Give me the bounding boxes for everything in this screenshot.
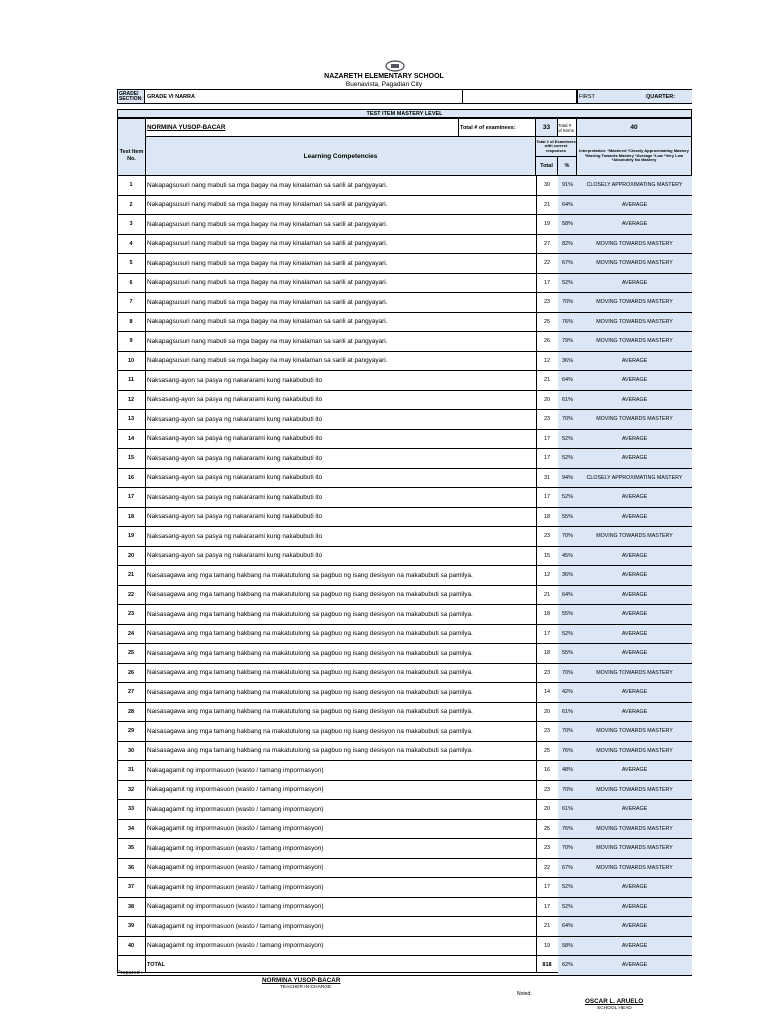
correct-total: 26 xyxy=(543,338,551,345)
correct-total: 27 xyxy=(543,240,551,247)
correct-total: 12 xyxy=(543,357,551,364)
interpretation: MOVING TOWARDS MASTERY xyxy=(577,332,692,351)
table-row xyxy=(117,235,692,255)
item-number: 35 xyxy=(127,845,135,852)
correct-percent: 52% xyxy=(558,430,577,449)
competency-text: Nakagagamit ng impormasuon (wasto / tamang impormasyon) xyxy=(147,864,324,872)
correct-total: 18 xyxy=(543,513,551,520)
table-row xyxy=(117,527,692,547)
interpretation: MOVING TOWARDS MASTERY xyxy=(577,742,692,761)
school-logo xyxy=(385,60,405,72)
grid-line xyxy=(576,118,577,176)
interpretation: AVERAGE xyxy=(577,508,692,527)
info-spacer xyxy=(462,90,577,103)
correct-percent: 61% xyxy=(558,391,577,410)
item-number: 22 xyxy=(127,591,135,598)
table-row xyxy=(117,508,692,528)
interpretation: AVERAGE xyxy=(577,703,692,722)
correct-total: 16 xyxy=(543,767,551,774)
item-number: 19 xyxy=(127,533,135,540)
correct-percent: 76% xyxy=(558,313,577,332)
interpretation: AVERAGE xyxy=(577,449,692,468)
correct-total: 818 xyxy=(542,962,552,969)
item-number: 21 xyxy=(127,572,135,579)
table-row xyxy=(117,586,692,606)
competency-text: Nakapagsusuri nang mabuti sa mga bagay na may kinalaman sa sarili at pangyayari. xyxy=(147,318,388,326)
competency-text: Naisasagawa ang mga tamang hakbang na makatutulong sa pagbuo ng isang desisyon na makabubuti sa pamilya. xyxy=(147,747,473,755)
correct-total: 19 xyxy=(543,942,551,949)
interpretation: MOVING TOWARDS MASTERY xyxy=(577,254,692,273)
table-row xyxy=(117,176,692,196)
item-number: 27 xyxy=(127,689,135,696)
correct-percent: 64% xyxy=(558,917,577,936)
table-row xyxy=(117,820,692,840)
item-number: 1 xyxy=(129,182,133,189)
correct-total: 18 xyxy=(543,611,551,618)
grid-line xyxy=(536,156,576,157)
correct-percent: 67% xyxy=(558,254,577,273)
correct-total: 21 xyxy=(543,377,551,384)
interpretation: AVERAGE xyxy=(577,878,692,897)
correct-percent: 58% xyxy=(558,937,577,956)
competency-text: Naksasang-ayon sa pasya ng nakararami kung nakabubuti ito xyxy=(147,493,323,501)
correct-percent: 76% xyxy=(558,820,577,839)
interpretation: MOVING TOWARDS MASTERY xyxy=(577,781,692,800)
table-row xyxy=(117,800,692,820)
item-number: 36 xyxy=(127,864,135,871)
table-row xyxy=(117,430,692,450)
table-row xyxy=(117,313,692,333)
interpretation: MOVING TOWARDS MASTERY xyxy=(577,293,692,312)
item-number: 4 xyxy=(129,240,133,247)
competency-text: Naksasang-ayon sa pasya ng nakararami kung nakabubuti ito xyxy=(147,552,323,560)
correct-percent: 52% xyxy=(558,274,577,293)
correct-total: 15 xyxy=(543,552,551,559)
table-row xyxy=(117,742,692,762)
noted-label: Noted: xyxy=(517,991,532,997)
correct-percent: 55% xyxy=(558,508,577,527)
table-row xyxy=(117,488,692,508)
correct-percent: 58% xyxy=(558,215,577,234)
table-row xyxy=(117,449,692,469)
correct-percent: 48% xyxy=(558,761,577,780)
competency-text: Nakagagamit ng impormasuon (wasto / tamang impormasyon) xyxy=(147,844,324,852)
competency-text: Nakagagamit ng impormasuon (wasto / tamang impormasyon) xyxy=(147,883,324,891)
interpretation: CLOSELY APPROXIMATING MASTERY xyxy=(577,176,692,195)
correct-total: 23 xyxy=(543,533,551,540)
correct-total: 25 xyxy=(543,318,551,325)
table-row xyxy=(117,937,692,957)
table-row xyxy=(117,254,692,274)
item-number: 31 xyxy=(127,767,135,774)
competency-text: Naksasang-ayon sa pasya ng nakararami kung nakabubuti ito xyxy=(147,396,323,404)
item-number: 5 xyxy=(129,260,133,267)
teacher-name: NORMINA YUSOP-BACAR xyxy=(147,124,226,131)
correct-total: 21 xyxy=(543,591,551,598)
interpretation: AVERAGE xyxy=(577,917,692,936)
correct-percent: 70% xyxy=(558,722,577,741)
competency-text: Nakagagamit ng impormasuon (wasto / tamang impormasyon) xyxy=(147,766,324,774)
competency-text: Naisasagawa ang mga tamang hakbang na makatutulong sa pagbuo ng isang desisyon na makabubuti sa pamilya. xyxy=(147,669,473,677)
item-number: 2 xyxy=(129,201,133,208)
school-name: NAZARETH ELEMENTARY SCHOOL xyxy=(324,73,444,80)
interpretation: AVERAGE xyxy=(577,644,692,663)
correct-percent: 45% xyxy=(558,547,577,566)
quarter-value: FIRST xyxy=(576,90,691,103)
interpretation: AVERAGE xyxy=(577,371,692,390)
competency-text: Naisasagawa ang mga tamang hakbang na makatutulong sa pagbuo ng isang desisyon na makabubuti sa pamilya. xyxy=(147,649,473,657)
correct-total: 17 xyxy=(543,279,551,286)
table-row xyxy=(117,410,692,430)
competency-text: Nakapagsusuri nang mabuti sa mga bagay na may kinalaman sa sarili at pangyayari. xyxy=(147,181,388,189)
competency-text: Naisasagawa ang mga tamang hakbang na makatutulong sa pagbuo ng isang desisyon na makabubuti sa pamilya. xyxy=(147,708,473,716)
table-row xyxy=(117,664,692,684)
competency-text: Naksasang-ayon sa pasya ng nakararami kung nakabubuti ito xyxy=(147,513,323,521)
item-number: 6 xyxy=(129,279,133,286)
table-row xyxy=(117,391,692,411)
table-row xyxy=(117,761,692,781)
item-number: 38 xyxy=(127,903,135,910)
correct-percent: 76% xyxy=(558,742,577,761)
competency-text: Nakagagamit ng impormasuon (wasto / tamang impormasyon) xyxy=(147,903,324,911)
interpretation: CLOSELY APPROXIMATING MASTERY xyxy=(577,469,692,488)
correct-total: 31 xyxy=(543,474,551,481)
table-row xyxy=(117,644,692,664)
correct-percent: 52% xyxy=(558,878,577,897)
correct-total: 17 xyxy=(543,435,551,442)
interpretation: AVERAGE xyxy=(577,937,692,956)
correct-percent: 70% xyxy=(558,839,577,858)
table-row xyxy=(117,274,692,294)
grade-label: GRADE/ SECTION: xyxy=(118,90,145,103)
correct-total: 25 xyxy=(543,825,551,832)
competency-text: Naisasagawa ang mga tamang hakbang na makatutulong sa pagbuo ng isang desisyon na makabubuti sa pamilya. xyxy=(147,727,473,735)
correct-total: 20 xyxy=(543,708,551,715)
table-row xyxy=(117,683,692,703)
item-number: 39 xyxy=(127,923,135,930)
item-number: 3 xyxy=(129,221,133,228)
item-number: 40 xyxy=(127,942,135,949)
competency-text: Nakapagsusuri nang mabuti sa mga bagay na may kinalaman sa sarili at pangyayari. xyxy=(147,298,388,306)
grid-line xyxy=(458,118,459,136)
item-number: 23 xyxy=(127,611,135,618)
correct-percent: 64% xyxy=(558,371,577,390)
interpretation: MOVING TOWARDS MASTERY xyxy=(577,820,692,839)
competency-text: Nakapagsusuri nang mabuti sa mga bagay na may kinalaman sa sarili at pangyayari. xyxy=(147,337,388,345)
school-address: Buenavista, Pagadian City xyxy=(345,81,423,88)
competency-text: Naksasang-ayon sa pasya ng nakararami kung nakabubuti ito xyxy=(147,454,323,462)
correct-total: 17 xyxy=(543,884,551,891)
col-total: Total xyxy=(536,157,557,175)
correct-percent: 70% xyxy=(558,410,577,429)
correct-total: 23 xyxy=(543,786,551,793)
competency-text: Naksasang-ayon sa pasya ng nakararami kung nakabubuti ito xyxy=(147,376,323,384)
table-row xyxy=(117,703,692,723)
table-row xyxy=(117,215,692,235)
grid-line xyxy=(557,156,558,176)
correct-percent: 62% xyxy=(558,956,577,975)
item-number: 34 xyxy=(127,825,135,832)
competency-text: Naksasang-ayon sa pasya ng nakararami kung nakabubuti ito xyxy=(147,435,323,443)
col-pct: % xyxy=(558,157,576,175)
total-label: TOTAL xyxy=(147,962,165,969)
correct-percent: 79% xyxy=(558,332,577,351)
item-number: 13 xyxy=(127,416,135,423)
item-number: 33 xyxy=(127,806,135,813)
interpretation: MOVING TOWARDS MASTERY xyxy=(577,313,692,332)
correct-total: 17 xyxy=(543,903,551,910)
correct-total: 22 xyxy=(543,260,551,267)
correct-percent: 52% xyxy=(558,898,577,917)
correct-percent: 64% xyxy=(558,196,577,215)
interpretation: AVERAGE xyxy=(577,391,692,410)
interpretation: AVERAGE xyxy=(577,566,692,585)
correct-total: 22 xyxy=(543,864,551,871)
correct-total: 18 xyxy=(543,650,551,657)
interpretation: AVERAGE xyxy=(577,274,692,293)
competency-text: Nakagagamit ng impormasuon (wasto / tamang impormasyon) xyxy=(147,786,324,794)
interpretation: AVERAGE xyxy=(577,761,692,780)
item-number: 10 xyxy=(127,357,135,364)
col-competencies: Learning Competencies xyxy=(146,137,535,175)
prepared-label: Prepared : xyxy=(117,970,143,976)
prepared-name: NORMINA YUSOP-BACAR xyxy=(262,977,341,984)
competency-text: Nakagagamit ng impormasuon (wasto / tamang impormasyon) xyxy=(147,805,324,813)
correct-percent: 61% xyxy=(558,703,577,722)
interpretation: MOVING TOWARDS MASTERY xyxy=(577,722,692,741)
correct-percent: 70% xyxy=(558,527,577,546)
correct-percent: 52% xyxy=(558,449,577,468)
interpretation: AVERAGE xyxy=(577,625,692,644)
correct-total: 17 xyxy=(543,494,551,501)
examinees-value: 33 xyxy=(536,119,557,136)
grid-line xyxy=(145,118,146,176)
table-row xyxy=(117,352,692,372)
interpretation: AVERAGE xyxy=(577,547,692,566)
competency-text: Nakapagsusuri nang mabuti sa mga bagay na may kinalaman sa sarili at pangyayari. xyxy=(147,220,388,228)
table-row xyxy=(117,196,692,216)
table-row xyxy=(117,332,692,352)
correct-total: 17 xyxy=(543,630,551,637)
item-number: 15 xyxy=(127,455,135,462)
prepared-title: TEACHER IN-CHARGE xyxy=(280,985,332,990)
quarter-label: QUARTER: xyxy=(577,90,692,103)
item-number: 37 xyxy=(127,884,135,891)
correct-total: 23 xyxy=(543,416,551,423)
interpretation: MOVING TOWARDS MASTERY xyxy=(577,235,692,254)
item-number: 18 xyxy=(127,513,135,520)
interpretation: AVERAGE xyxy=(577,352,692,371)
item-number: 9 xyxy=(129,338,133,345)
competency-text: Nakagagamit ng impormasuon (wasto / tamang impormasyon) xyxy=(147,942,324,950)
competency-text: Nakagagamit ng impormasuon (wasto / tamang impormasyon) xyxy=(147,825,324,833)
interpretation: AVERAGE xyxy=(577,800,692,819)
correct-percent: 52% xyxy=(558,488,577,507)
table-row xyxy=(117,898,692,918)
correct-percent: 82% xyxy=(558,235,577,254)
table-row xyxy=(117,547,692,567)
correct-percent: 70% xyxy=(558,781,577,800)
grade-value: GRADE VI NARRA xyxy=(147,93,195,100)
grid-line xyxy=(145,136,692,137)
correct-total: 19 xyxy=(543,221,551,228)
item-number: 14 xyxy=(127,435,135,442)
table-row xyxy=(117,917,692,937)
correct-total: 20 xyxy=(543,806,551,813)
item-number: 29 xyxy=(127,728,135,735)
item-number: 26 xyxy=(127,669,135,676)
correct-total: 23 xyxy=(543,845,551,852)
competency-text: Naisasagawa ang mga tamang hakbang na makatutulong sa pagbuo ng isang desisyon na makabubuti sa pamilya. xyxy=(147,571,473,579)
item-number: 7 xyxy=(129,299,133,306)
correct-percent: 36% xyxy=(558,566,577,585)
correct-percent: 55% xyxy=(558,644,577,663)
correct-percent: 52% xyxy=(558,625,577,644)
col-item-no: Test Item No. xyxy=(118,137,145,175)
item-number: 8 xyxy=(129,318,133,325)
noted-title: SCHOOL HEAD xyxy=(597,1006,632,1011)
items-value: 40 xyxy=(577,119,691,136)
interpretation: AVERAGE xyxy=(577,605,692,624)
table-row xyxy=(117,605,692,625)
examinees-label: Total # of examinees: xyxy=(460,124,516,131)
competency-text: Naisasagawa ang mga tamang hakbang na makatutulong sa pagbuo ng isang desisyon na makabubuti sa pamilya. xyxy=(147,610,473,618)
competency-text: Nakapagsusuri nang mabuti sa mga bagay na may kinalaman sa sarili at pangyayari. xyxy=(147,240,388,248)
grid-line xyxy=(117,118,692,119)
correct-percent: 55% xyxy=(558,605,577,624)
correct-total: 30 xyxy=(543,182,551,189)
item-number: 30 xyxy=(127,747,135,754)
correct-total: 25 xyxy=(543,747,551,754)
correct-total: 23 xyxy=(543,669,551,676)
competency-text: Nakapagsusuri nang mabuti sa mga bagay na may kinalaman sa sarili at pangyayari. xyxy=(147,259,388,267)
table-row xyxy=(117,625,692,645)
item-number: 17 xyxy=(127,494,135,501)
competency-text: Nakapagsusuri nang mabuti sa mga bagay na may kinalaman sa sarili at pangyayari. xyxy=(147,279,388,287)
table-row xyxy=(117,839,692,859)
correct-total: 21 xyxy=(543,923,551,930)
correct-percent: 94% xyxy=(558,469,577,488)
correct-total: 21 xyxy=(543,201,551,208)
table-row xyxy=(117,469,692,489)
interpretation: MOVING TOWARDS MASTERY xyxy=(577,859,692,878)
interpretation: MOVING TOWARDS MASTERY xyxy=(577,410,692,429)
item-number: 32 xyxy=(127,786,135,793)
col-correct: Total # of Examinees with correct responses xyxy=(536,137,576,156)
competency-text: Naksasang-ayon sa pasya ng nakararami kung nakabubuti ito xyxy=(147,415,323,423)
competency-text: Naksasang-ayon sa pasya ng nakararami kung nakabubuti ito xyxy=(147,532,323,540)
competency-text: Nakapagsusuri nang mabuti sa mga bagay na may kinalaman sa sarili at pangyayari. xyxy=(147,357,388,365)
competency-text: Naisasagawa ang mga tamang hakbang na makatutulong sa pagbuo ng isang desisyon na makabubuti sa pamilya. xyxy=(147,591,473,599)
interpretation: AVERAGE xyxy=(577,430,692,449)
interpretation: MOVING TOWARDS MASTERY xyxy=(577,839,692,858)
item-number: 11 xyxy=(128,377,134,384)
correct-total: 14 xyxy=(543,689,551,696)
interpretation: AVERAGE xyxy=(577,898,692,917)
correct-percent: 91% xyxy=(558,176,577,195)
correct-total: 20 xyxy=(543,396,551,403)
correct-total: 23 xyxy=(543,299,551,306)
grid-line xyxy=(535,118,536,176)
interpretation: AVERAGE xyxy=(577,215,692,234)
interpretation: MOVING TOWARDS MASTERY xyxy=(577,527,692,546)
correct-percent: 67% xyxy=(558,859,577,878)
item-number: 16 xyxy=(127,474,135,481)
correct-percent: 70% xyxy=(558,664,577,683)
interpretation: AVERAGE xyxy=(577,956,692,975)
grid-line xyxy=(557,118,558,136)
table-title: TEST ITEM MASTERY LEVEL xyxy=(118,110,691,118)
table-row xyxy=(117,566,692,586)
item-number: 12 xyxy=(127,396,135,403)
items-label: Total # of Items xyxy=(558,122,575,133)
competency-text: Naisasagawa ang mga tamang hakbang na makatutulong sa pagbuo ng isang desisyon na makabubuti sa pamilya. xyxy=(147,688,473,696)
table-row xyxy=(117,371,692,391)
competency-text: Naisasagawa ang mga tamang hakbang na makatutulong sa pagbuo ng isang desisyon na makabubuti sa pamilya. xyxy=(147,630,473,638)
interpretation: MOVING TOWARDS MASTERY xyxy=(577,664,692,683)
competency-text: Naksasang-ayon sa pasya ng nakararami kung nakabubuti ito xyxy=(147,474,323,482)
correct-percent: 42% xyxy=(558,683,577,702)
table-row xyxy=(117,722,692,742)
item-number: 28 xyxy=(127,708,135,715)
correct-percent: 64% xyxy=(558,586,577,605)
total-row xyxy=(117,956,692,976)
correct-total: 12 xyxy=(543,572,551,579)
item-number: 20 xyxy=(127,552,135,559)
interpretation: AVERAGE xyxy=(577,683,692,702)
interpretation: AVERAGE xyxy=(577,488,692,507)
correct-percent: 61% xyxy=(558,800,577,819)
correct-total: 17 xyxy=(543,455,551,462)
table-row xyxy=(117,781,692,801)
table-row xyxy=(117,293,692,313)
correct-total: 23 xyxy=(543,728,551,735)
competency-text: Nakagagamit ng impormasuon (wasto / tamang impormasyon) xyxy=(147,922,324,930)
item-number: 24 xyxy=(127,630,135,637)
correct-percent: 70% xyxy=(558,293,577,312)
interpretation: AVERAGE xyxy=(577,196,692,215)
correct-percent: 36% xyxy=(558,352,577,371)
item-number: 25 xyxy=(127,650,135,657)
interpretation: AVERAGE xyxy=(577,586,692,605)
col-interpretation: Interpretation: *Mastered *Closely Approximating Mastery *Moving Towards Mastery *Average *Low *Very Low *Absolutely No Mastery xyxy=(577,137,691,175)
noted-name: OSCAR L. ARUELO xyxy=(585,998,644,1005)
table-row xyxy=(117,878,692,898)
competency-text: Nakapagsusuri nang mabuti sa mga bagay na may kinalaman sa sarili at pangyayari. xyxy=(147,201,388,209)
table-row xyxy=(117,859,692,879)
